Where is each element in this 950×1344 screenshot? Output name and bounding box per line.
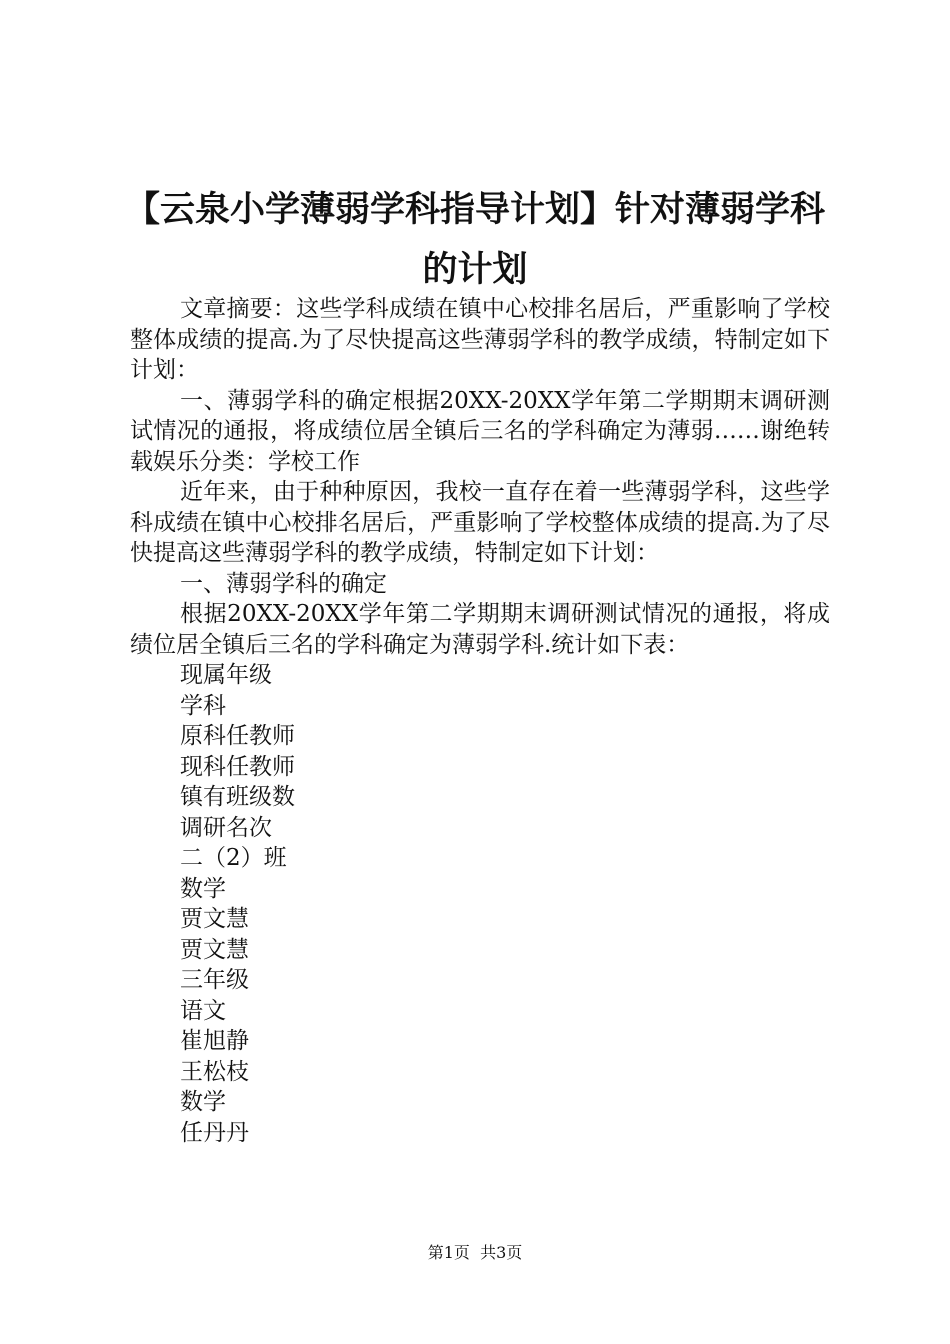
list-item: 原科任教师 — [180, 723, 295, 749]
list-item: 贾文慧 — [180, 906, 249, 932]
page-footer: 第1页 共3页 — [427, 1243, 523, 1262]
document-body — [130, 294, 830, 1148]
list-item: 学科 — [180, 692, 226, 719]
list-item: 二（2）班 — [180, 845, 287, 871]
section-heading: 一、薄弱学科的确定 — [180, 570, 387, 597]
list-item: 数学 — [180, 875, 226, 902]
list-item: 三年级 — [180, 967, 249, 993]
table-items-list — [130, 660, 830, 1148]
document-title-line-1: 【云泉小学薄弱学科指导计划】针对薄弱学科 — [124, 190, 825, 230]
list-item: 贾文慧 — [180, 936, 249, 963]
intro-paragraph: 近年来，由于种种原因，我校一直存在着一些薄弱学科，这些学科成绩在镇中心校排名居后，严重影响了学校整体成绩的提高.为了尽快提高这些薄弱学科的教学成绩，特制定如下计划： — [130, 479, 830, 566]
list-item: 崔旭静 — [180, 1028, 249, 1054]
list-item: 现科任教师 — [180, 753, 295, 780]
list-item: 调研名次 — [180, 814, 272, 841]
summary-paragraph: 一、薄弱学科的确定根据20XX-20XX学年第二学期期末调研测试情况的通报，将成绩位居全镇后三名的学科确定为薄弱……谢绝转载娱乐分类：学校工作 — [130, 387, 830, 475]
list-item: 现属年级 — [180, 662, 272, 688]
list-item: 王松枝 — [180, 1058, 249, 1085]
list-item: 镇有班级数 — [180, 784, 295, 810]
document-title-line-2: 的计划 — [422, 250, 528, 290]
abstract-paragraph: 文章摘要：这些学科成绩在镇中心校排名居后，严重影响了学校整体成绩的提高.为了尽快提高这些薄弱学科的教学成绩，特制定如下计划： — [130, 296, 830, 383]
list-item: 任丹丹 — [180, 1119, 249, 1146]
list-item: 语文 — [180, 997, 226, 1024]
list-item: 数学 — [180, 1089, 226, 1115]
basis-paragraph: 根据20XX-20XX学年第二学期期末调研测试情况的通报，将成绩位居全镇后三名的学科确定为薄弱学科.统计如下表： — [130, 601, 830, 658]
